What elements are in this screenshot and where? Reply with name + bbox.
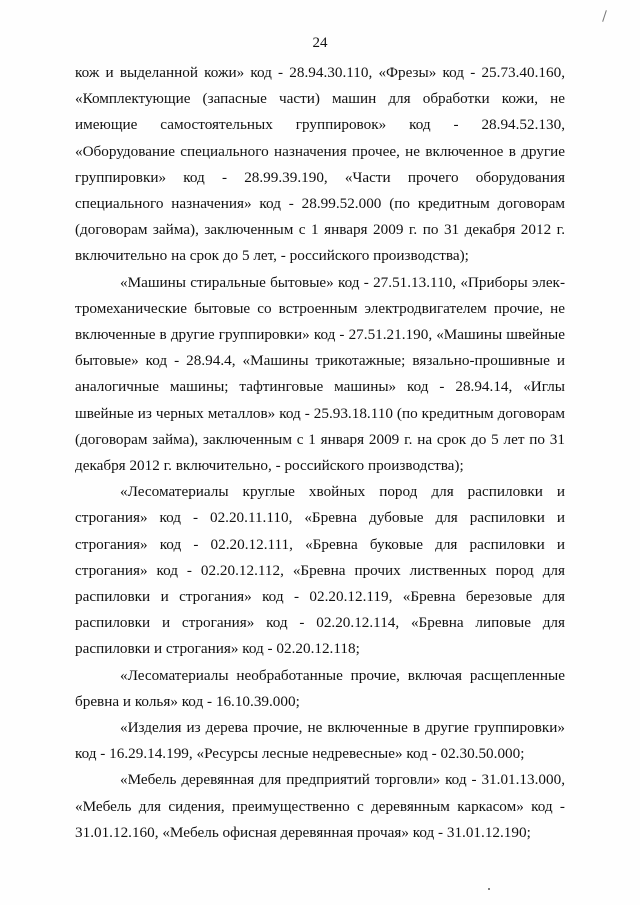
document-body bbox=[75, 60, 565, 846]
paragraph-washing-machines: «Машины стиральные бытовые» код - 27.51.13.110, «Приборы электромеханические бытовые со встроенным электродвигателем прочие, не включенные в другие группировки» код - 27.51.21.190, «Машины швейные бытовые» код - 28.94.4, «Машины трикотажные; вязально-прошивные и аналогичные машины; тафтинговые машины» код - 28.94.14, «Иглы швейные из черных металлов» код - 25.93.18.110 (по кредитным договорам (договорам займа), заключенным с 1 января 2009 г. на срок до 5 лет по 31 декабря 2012 г. включительно, - российского производства); bbox=[75, 273, 565, 475]
scan-speck bbox=[488, 888, 490, 890]
paragraph-wooden-furniture: «Мебель деревянная для предприятий торговли» код - 31.01.13.000, «Мебель для сидения, преимущественно с деревянным каркасом» код - 31.01.12.160, «Мебель офисная деревянная прочая» код - 31.01.12.190; bbox=[75, 771, 565, 841]
paragraph-continuation: кож и выделанной кожи» код - 28.94.30.110, «Фрезы» код - 25.73.40.160, «Комплектующие (запасные части) машин для обработки кожи, не имеющие самостоятельных группировок» код - 28.94.52.130, «Оборудование специального назначения прочее, не включенное в другие группировки» код - 28.99.39.190, «Части прочего оборудования специального назначения» код - 28.99.52.000 (по кредитным договорам (договорам займа), заключенным с 1 января 2009 г. по 31 декабря 2012 г. включительно на срок до 5 лет, - российского производства); bbox=[75, 64, 565, 265]
paragraph-wood-products: «Изделия из дерева прочие, не включенные в другие группировки» код - 16.29.14.199, «Ресурсы лесные недревесные» код - 02.30.50.000; bbox=[75, 719, 565, 763]
scan-artifact-mark bbox=[602, 10, 607, 22]
paragraph-round-timber: «Лесоматериалы круглые хвойных пород для распиловки и строгания» код - 02.20.11.110, «Бревна дубовые для распиловки и строгания» код - 02.20.12.111, «Бревна буковые для распиловки и строгания» код - 02.20.12.112, «Бревна прочих лиственных пород для распиловки и строгания» код - 02.20.12.119, «Бревна березовые для распиловки и строгания» код - 02.20.12.114, «Бревна липовые для распиловки и строгания» код - 02.20.12.118; bbox=[75, 483, 565, 658]
page-number: 24 bbox=[312, 35, 328, 51]
paragraph-unprocessed-timber: «Лесоматериалы необработанные прочие, включая расщепленные бревна и колья» код - 16.10.39.000; bbox=[75, 666, 565, 710]
